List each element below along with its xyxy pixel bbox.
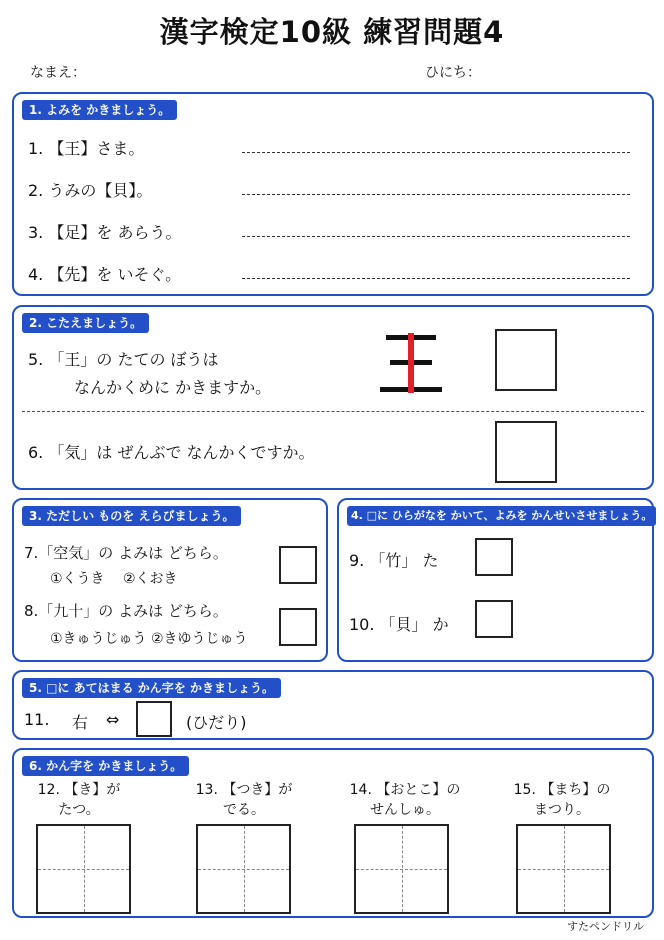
answer-box-6[interactable] (495, 421, 557, 483)
question-9: 9. 「竹」 た (349, 551, 439, 570)
answer-box-11[interactable] (136, 701, 172, 737)
section-2 (12, 305, 654, 490)
section-4-label: 4. □に ひらがなを かいて、よみを かんせいさせましょう。 (347, 506, 656, 526)
question-6: 6. 「気」は ぜんぶで なんかくですか。 (28, 443, 315, 462)
name-label: なまえ： (30, 65, 86, 81)
reading-question-4: 4. 【先】を いそぐ。 (28, 265, 182, 284)
date-label: ひにち： (425, 65, 481, 81)
kanji-question-13: 13. 【つき】が でる。 (195, 782, 293, 818)
answer-line-4[interactable] (242, 278, 630, 279)
answer-box-9[interactable] (475, 538, 513, 576)
question-8-options: ①きゅうじゅう ②きゆうじゅう (50, 631, 248, 647)
answer-line-3[interactable] (242, 236, 630, 237)
section-6-label: 6. かん字を かきましょう。 (22, 756, 189, 776)
section-5-label: 5. □に あてはまる かん字を かきましょう。 (22, 678, 281, 698)
question-5-line1: 5. 「王」の たての ぼうは (28, 350, 219, 369)
reading-question-1: 1. 【王】さま。 (28, 139, 145, 158)
section-5 (12, 670, 654, 740)
question-7-options: ①くうき ②くおき (50, 571, 178, 587)
page-title: 漢字検定10級 練習問題4 (159, 15, 505, 49)
kanji-question-14: 14. 【おとこ】の せんしゅ。 (349, 782, 461, 818)
answer-line-2[interactable] (242, 194, 630, 195)
section-3-label: 3. ただしい ものを えらびましょう。 (22, 506, 241, 526)
answer-line-1[interactable] (242, 152, 630, 153)
question-5-line2: なんかくめに かきますか。 (74, 378, 272, 397)
section-1-label: 1. よみを かきましょう。 (22, 100, 177, 120)
footer-brand: すたペンドリル (567, 920, 644, 933)
section-3 (12, 498, 328, 662)
question-11-hint: (ひだり) (186, 713, 247, 732)
kanji-writing-box-15[interactable] (516, 824, 611, 914)
question-8: 8.「九十」の よみは どちら。 (24, 602, 228, 620)
answer-box-8[interactable] (279, 608, 317, 646)
section-2-label: 2. こたえましょう。 (22, 313, 149, 333)
reading-question-2: 2. うみの【貝】。 (28, 181, 153, 200)
section-6 (12, 748, 654, 918)
kanji-writing-box-14[interactable] (354, 824, 449, 914)
section-1 (12, 92, 654, 296)
answer-box-10[interactable] (475, 600, 513, 638)
answer-box-7[interactable] (279, 546, 317, 584)
question-7: 7.「空気」の よみは どちら。 (24, 544, 228, 562)
question-11-word: 右 (72, 713, 89, 732)
question-10: 10. 「貝」 か (349, 615, 449, 634)
section-4 (337, 498, 654, 662)
question-11-number: 11. (24, 710, 50, 729)
opposite-arrow-icon: ⇔ (106, 710, 120, 729)
kanji-ou-icon (376, 329, 446, 399)
kanji-question-15: 15. 【まち】の まつり。 (513, 782, 611, 818)
kanji-writing-box-13[interactable] (196, 824, 291, 914)
kanji-writing-box-12[interactable] (36, 824, 131, 914)
section-2-divider (22, 411, 644, 412)
reading-question-3: 3. 【足】を あらう。 (28, 223, 182, 242)
kanji-stroke-diagram (376, 329, 446, 399)
kanji-question-12: 12. 【き】が たつ。 (37, 782, 121, 818)
answer-box-5[interactable] (495, 329, 557, 391)
